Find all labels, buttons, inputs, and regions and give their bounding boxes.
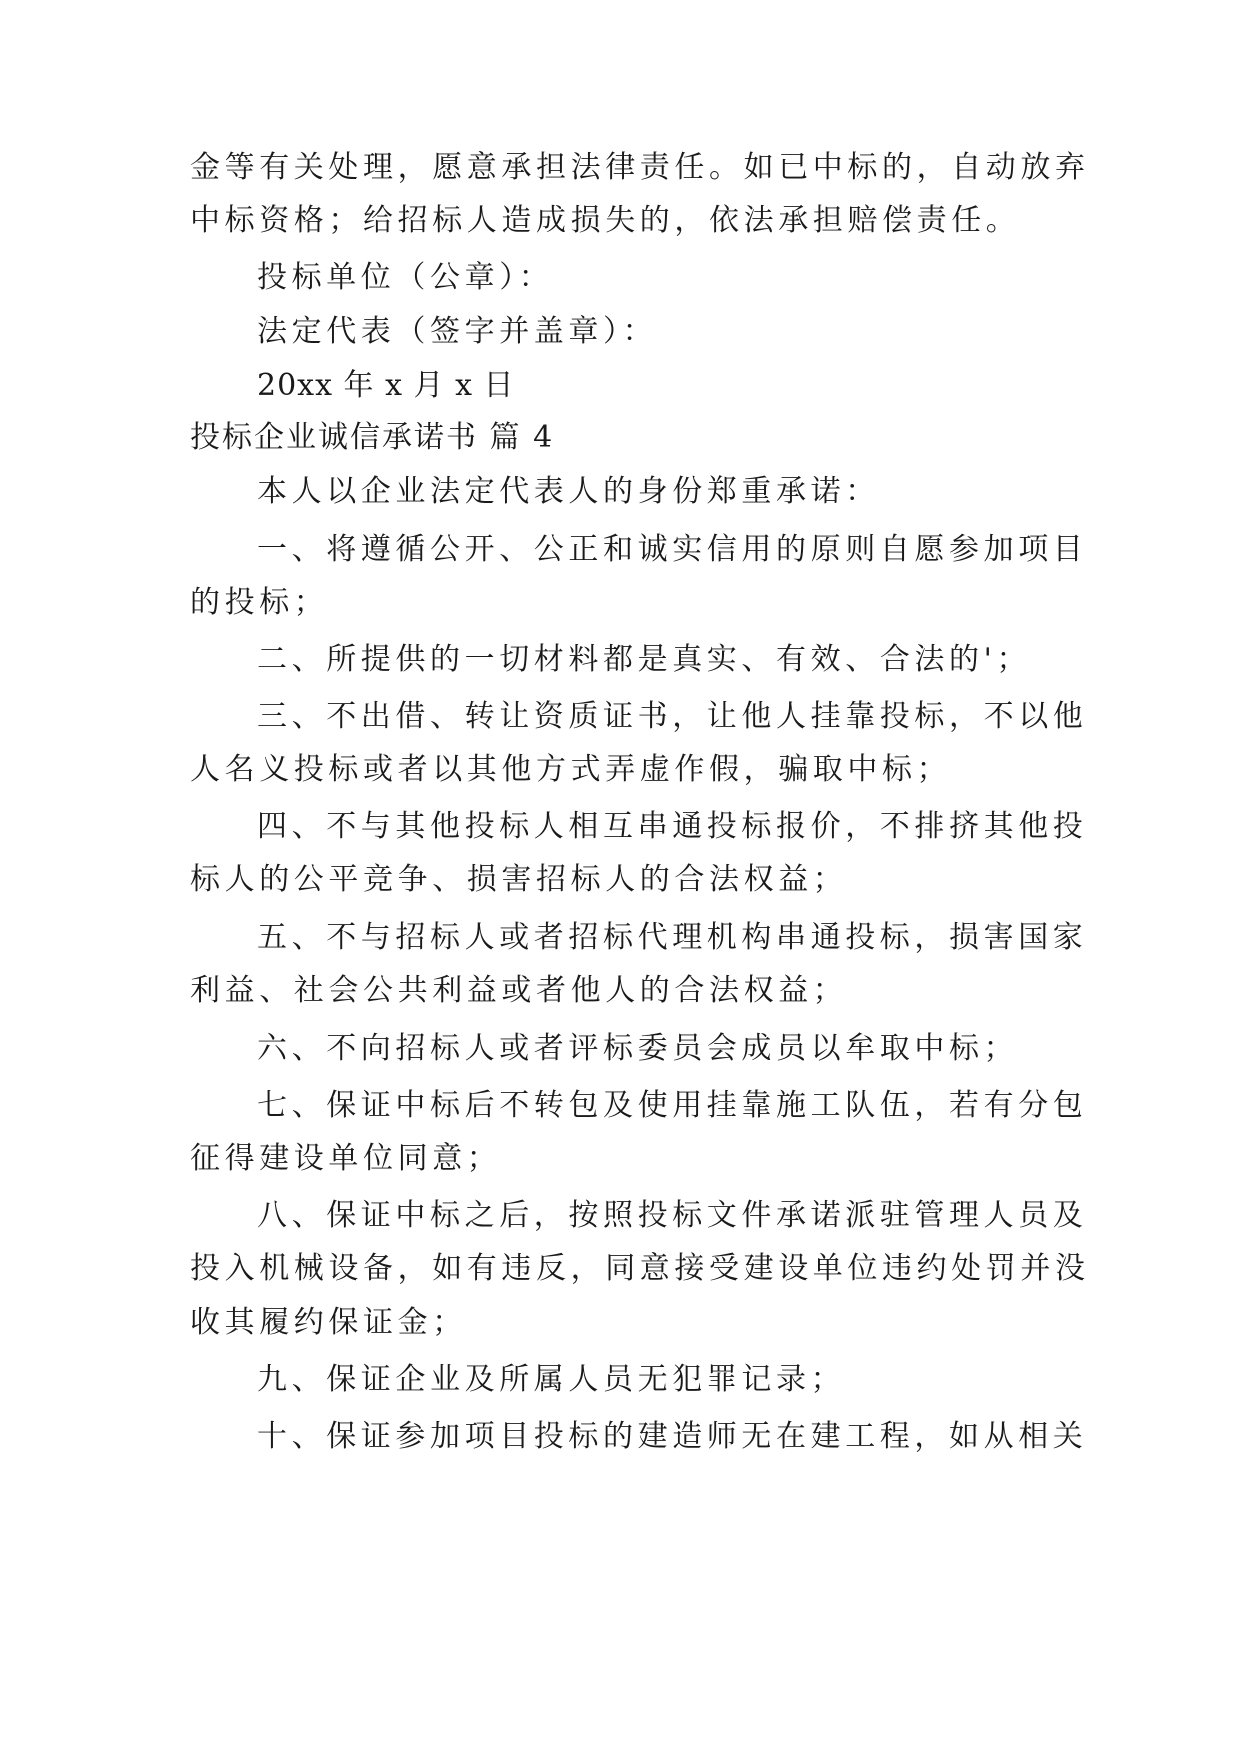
paragraph-line: 利益、社会公共利益或者他人的合法权益； xyxy=(190,973,848,1008)
legal-representative-line: 法定代表（签字并盖章）： xyxy=(257,314,658,349)
paragraph-line: 征得建设单位同意； xyxy=(190,1141,502,1176)
date-line: 20xx 年 x 月 x 日 xyxy=(257,368,515,403)
paragraph-line: 六、不向招标人或者评标委员会成员以牟取中标； xyxy=(257,1031,1019,1066)
paragraph-line: 金等有关处理，愿意承担法律责任。如已中标的，自动放弃 xyxy=(190,150,1090,185)
paragraph-line: 收其履约保证金； xyxy=(190,1305,467,1340)
paragraph-line: 三、不出借、转让资质证书，让他人挂靠投标，不以他 xyxy=(257,699,1088,734)
bidder-unit-line: 投标单位（公章）： xyxy=(257,260,554,295)
paragraph-line: 中标资格；给招标人造成损失的，依法承担赔偿责任。 xyxy=(190,203,1021,238)
section-heading: 投标企业诚信承诺书 篇 4 xyxy=(190,420,555,455)
paragraph-line: 标人的公平竞争、损害招标人的合法权益； xyxy=(190,862,848,897)
paragraph-line: 四、不与其他投标人相互串通投标报价，不排挤其他投 xyxy=(257,809,1088,844)
paragraph-line: 的投标； xyxy=(190,585,329,620)
paragraph-line: 人名义投标或者以其他方式弄虚作假，骗取中标； xyxy=(190,752,952,787)
paragraph-line: 八、保证中标之后，按照投标文件承诺派驻管理人员及 xyxy=(257,1198,1088,1233)
paragraph-line: 本人以企业法定代表人的身份郑重承诺： xyxy=(257,474,880,509)
paragraph-line: 十、保证参加项目投标的建造师无在建工程，如从相关 xyxy=(257,1419,1088,1454)
paragraph-line: 一、将遵循公开、公正和诚实信用的原则自愿参加项目 xyxy=(257,532,1088,567)
paragraph-line: 二、所提供的一切材料都是真实、有效、合法的'； xyxy=(257,642,1032,677)
paragraph-line: 投入机械设备，如有违反，同意接受建设单位违约处罚并没 xyxy=(190,1251,1090,1286)
paragraph-line: 九、保证企业及所属人员无犯罪记录； xyxy=(257,1362,846,1397)
paragraph-line: 五、不与招标人或者招标代理机构串通投标，损害国家 xyxy=(257,920,1088,955)
paragraph-line: 七、保证中标后不转包及使用挂靠施工队伍，若有分包 xyxy=(257,1088,1088,1123)
